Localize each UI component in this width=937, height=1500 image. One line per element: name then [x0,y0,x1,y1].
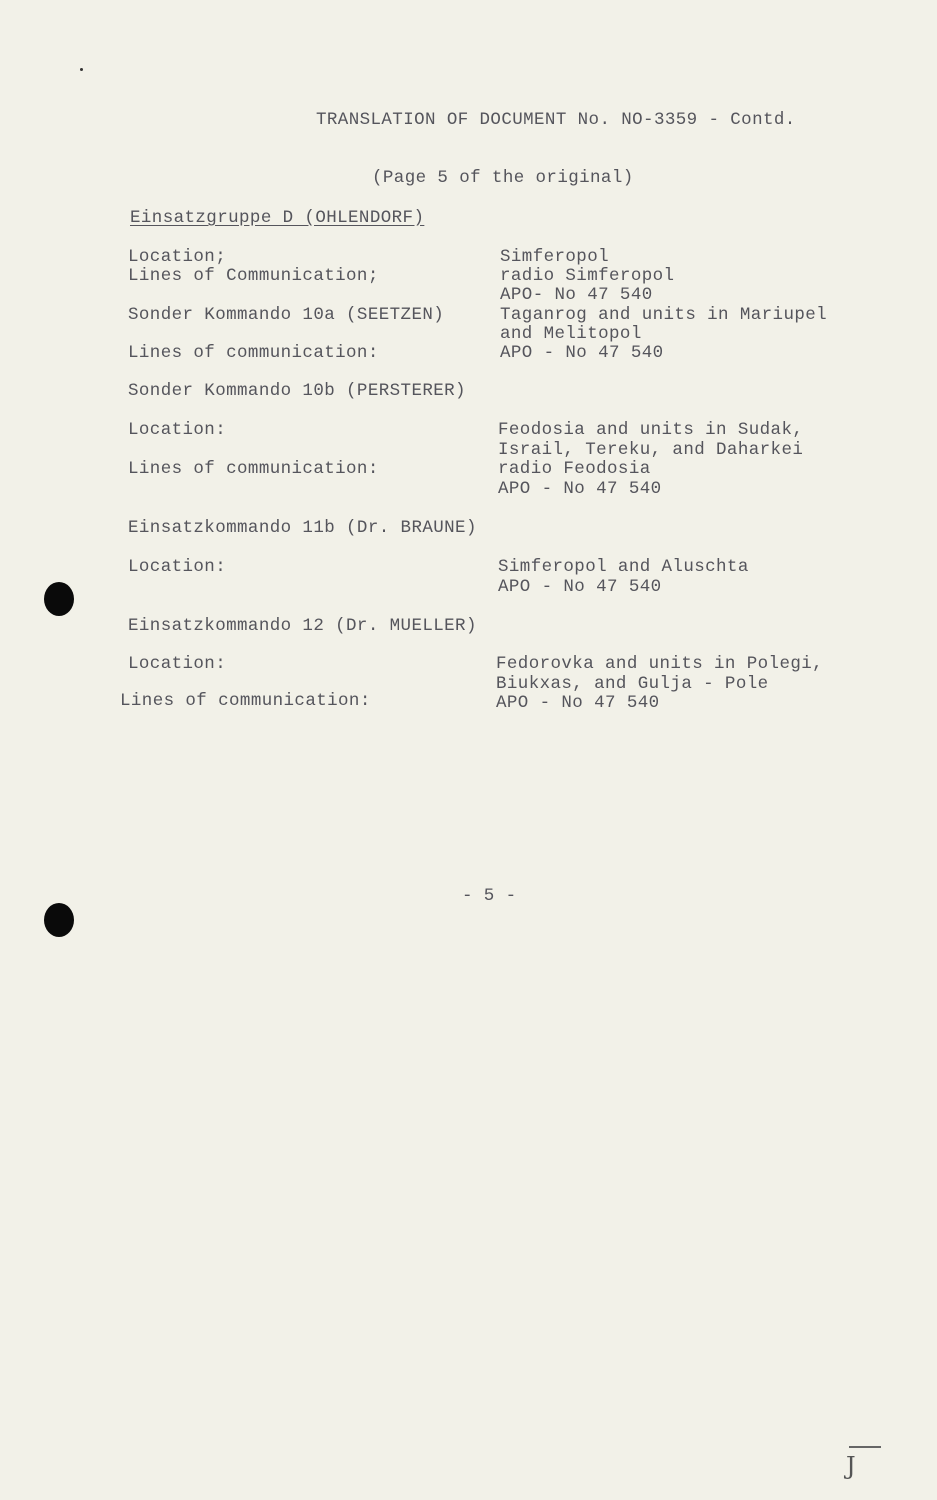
row-value: Simferopol [500,247,610,267]
row-value: APO - No 47 540 [500,343,664,363]
row-value: radio Feodosia [498,459,651,479]
section-title-kommando-10b: Sonder Kommando 10b (PERSTERER) [128,381,466,401]
row-label: Location; [128,247,227,267]
row-value: Simferopol and Aluschta [498,557,749,577]
row-label: Sonder Kommando 10a (SEETZEN) [128,305,445,325]
page-number: - 5 - [462,886,517,906]
row-value: APO - No 47 540 [498,577,662,597]
corner-mark-line [849,1446,881,1448]
row-value: Fedorovka and units in Polegi, [496,654,824,674]
row-value: APO- No 47 540 [500,285,653,305]
row-value: radio Simferopol [500,266,675,286]
row-label: Lines of communication: [120,691,371,711]
corner-mark: J [846,1452,856,1480]
row-label: Location: [128,420,227,440]
row-value: Feodosia and units in Sudak, [498,420,804,440]
section-title-kommando-11b: Einsatzkommando 11b (Dr. BRAUNE) [128,518,477,538]
punch-hole-top [44,582,74,616]
page-reference: (Page 5 of the original) [372,168,634,188]
row-label: Location: [128,654,227,674]
row-value: and Melitopol [500,324,642,344]
section-title-kommando-12: Einsatzkommando 12 (Dr. MUELLER) [128,616,477,636]
punch-hole-bottom [44,903,74,937]
row-label: Lines of Communication; [128,266,379,286]
row-value: APO - No 47 540 [498,479,662,499]
row-value: Taganrog and units in Mariupel [500,305,828,325]
row-value: APO - No 47 540 [496,693,660,713]
document-title: TRANSLATION OF DOCUMENT No. NO-3359 - Contd. [316,110,796,130]
section-title-einsatzgruppe-d: Einsatzgruppe D (OHLENDORF) [130,208,425,228]
row-label: Lines of communication: [128,459,379,479]
paper-speck [80,68,83,71]
row-label: Lines of communication: [128,343,379,363]
row-value: Israil, Tereku, and Daharkei [498,440,804,460]
row-value: Biukxas, and Gulja - Pole [496,674,769,694]
row-label: Location: [128,557,227,577]
